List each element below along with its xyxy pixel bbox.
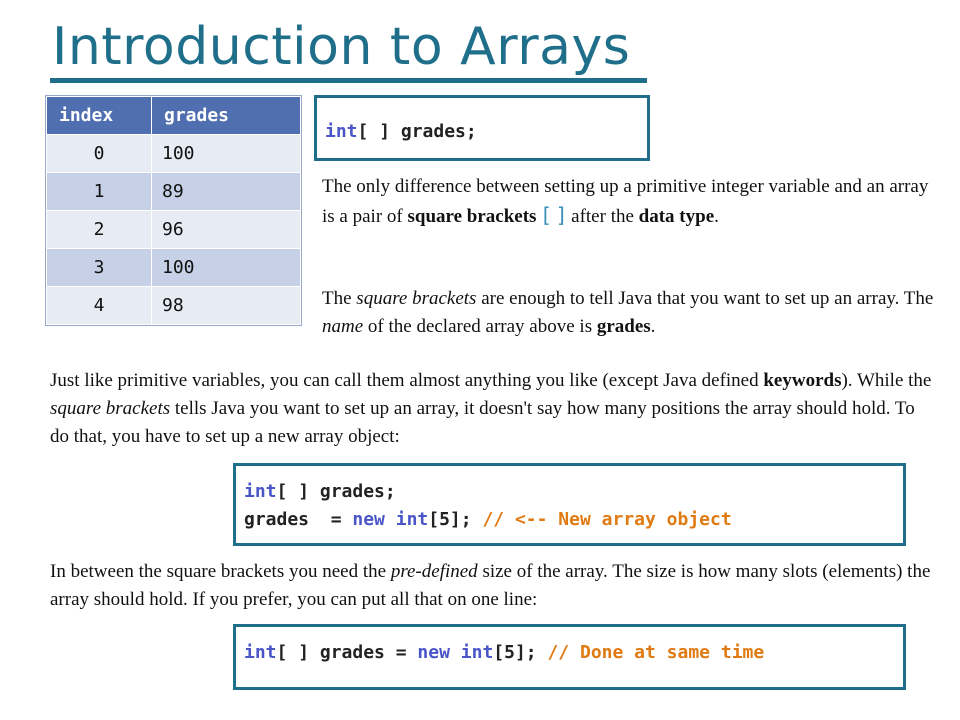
- paragraph-naming: [50, 367, 938, 451]
- code-text: [ ] grades;: [357, 121, 477, 142]
- index-cell: 0: [47, 135, 152, 173]
- code-text: [385, 509, 396, 530]
- code-line: [325, 118, 647, 146]
- page-title: Introduction to Arrays: [52, 17, 631, 77]
- paragraph-square-brackets: [322, 285, 942, 341]
- text: The only difference between setting up a primitive integer variable and an array is a pair of: [322, 176, 929, 227]
- table-header-row: [47, 97, 301, 135]
- text: .: [650, 316, 656, 337]
- code-box-declaration: [314, 95, 650, 161]
- table-row: [47, 249, 301, 287]
- italic-text: square brackets: [50, 398, 171, 419]
- grades-table: [46, 96, 301, 325]
- text: Just like primitive variables, you can call them almost anything you like (except Java defined: [50, 370, 764, 391]
- code-keyword: int: [460, 642, 494, 663]
- code-line: [244, 478, 903, 506]
- italic-text: pre-defined: [390, 561, 478, 582]
- text: size of the array. The size is how many slots (elements) the array should hold. If you prefer, you can put all that on one line:: [50, 561, 931, 610]
- code-comment: // <-- New array object: [482, 509, 732, 530]
- paragraph-size: [50, 558, 938, 614]
- table-row: [47, 135, 301, 173]
- code-text: [ ] grades;: [276, 481, 396, 502]
- grade-cell: 100: [152, 135, 301, 173]
- italic-text: name: [322, 316, 364, 337]
- grade-cell: 89: [152, 173, 301, 211]
- text: In between the square brackets you need the: [50, 561, 391, 582]
- index-cell: 3: [47, 249, 152, 287]
- code-keyword: int: [244, 481, 277, 502]
- paragraph-difference: [322, 173, 937, 231]
- code-text: [450, 642, 461, 663]
- code-keyword: new: [352, 509, 385, 530]
- bold-text: square brackets: [407, 206, 537, 227]
- text: tells Java you want to set up an array, it doesn't say how many positions the array should hold. To do that, you have to set up a new array object:: [50, 398, 915, 447]
- code-line: [244, 639, 903, 667]
- column-header-index: index: [47, 97, 152, 135]
- title-underline: [50, 78, 647, 83]
- grade-cell: 96: [152, 211, 301, 249]
- code-keyword: int: [244, 642, 277, 663]
- table-row: [47, 173, 301, 211]
- table-row: [47, 211, 301, 249]
- column-header-grades: grades: [152, 97, 301, 135]
- italic-text: square brackets: [356, 288, 477, 309]
- index-cell: 1: [47, 173, 152, 211]
- text: The: [322, 288, 357, 309]
- code-text: [ ] grades =: [276, 642, 418, 663]
- code-keyword: new: [417, 642, 450, 663]
- text: .: [714, 206, 719, 227]
- code-text: [5];: [493, 642, 548, 663]
- code-text: grades =: [244, 509, 353, 530]
- bold-text: data type: [638, 206, 715, 227]
- code-line: [244, 506, 903, 534]
- grade-cell: 100: [152, 249, 301, 287]
- bold-text: keywords: [763, 370, 842, 391]
- text: ). While the: [841, 370, 932, 391]
- code-keyword: int: [325, 121, 358, 142]
- code-text: [5];: [428, 509, 483, 530]
- index-cell: 4: [47, 287, 152, 325]
- index-cell: 2: [47, 211, 152, 249]
- code-keyword: int: [395, 509, 429, 530]
- text: are enough to tell Java that you want to set up an array. The: [476, 288, 934, 309]
- code-comment: // Done at same time: [547, 642, 765, 663]
- brackets-glyph: [ ]: [536, 203, 572, 227]
- text: after the: [571, 206, 639, 227]
- code-box-one-line: [233, 624, 906, 690]
- text: of the declared array above is: [363, 316, 597, 337]
- bold-text: grades: [596, 316, 651, 337]
- table-row: [47, 287, 301, 325]
- grade-cell: 98: [152, 287, 301, 325]
- code-box-new-array: [233, 463, 906, 546]
